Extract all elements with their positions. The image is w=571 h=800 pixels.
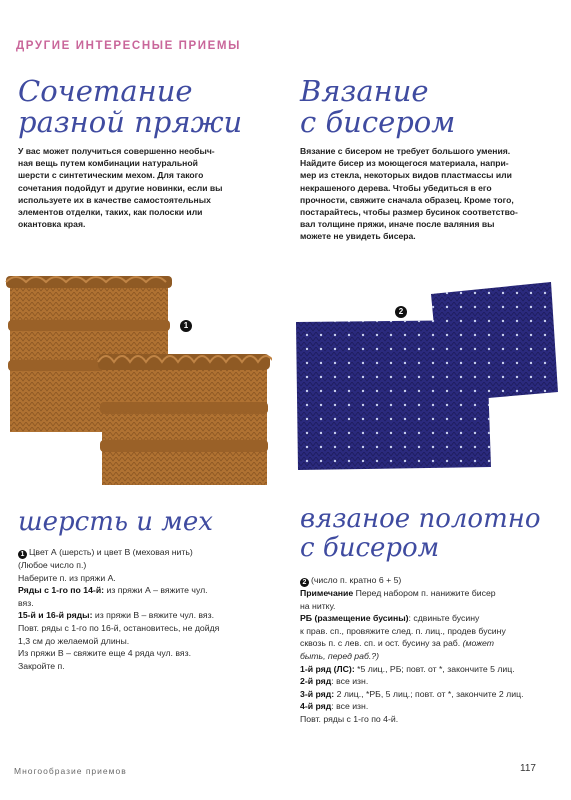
recipe2-row-label: 3-й ряд: bbox=[300, 688, 335, 699]
recipe2-line: : все изн. bbox=[331, 701, 369, 712]
recipe1-line: из пряжи А – вяжите чул. bbox=[104, 585, 208, 596]
recipe2-line: : все изн. bbox=[331, 676, 369, 687]
right-intro-line: мер из стекла, некоторых видов пластмассы или bbox=[300, 170, 512, 181]
right-title-line2: с бисером bbox=[300, 105, 456, 139]
recipe2-italic-note: (может bbox=[462, 638, 495, 649]
recipe2-line: Повт. ряды с 1-го по 4-й. bbox=[300, 713, 399, 724]
left-title bbox=[18, 76, 242, 138]
number-2-icon: 2 bbox=[300, 578, 309, 587]
swatch-badge-1: 1 bbox=[180, 320, 192, 332]
recipe2-abbr-label: РБ (размещение бусины) bbox=[300, 613, 409, 624]
recipe2-note-label: Примечание bbox=[300, 588, 354, 598]
recipe2-row-label: 1-й ряд (ЛС): bbox=[300, 663, 355, 674]
recipe1-line: Повт. ряды с 1-го по 16-й, остановитесь, не дойдя bbox=[18, 622, 220, 633]
recipe2-line: Перед набором п. нанижите бисер bbox=[353, 588, 496, 598]
recipe1-line: (Любое число п.) bbox=[18, 560, 87, 570]
recipe2-italic-note: быть, перед раб.?) bbox=[300, 650, 379, 661]
page-number: 117 bbox=[520, 763, 536, 774]
recipe1-line: Из пряжи В – свяжите еще 4 ряда чул. вяз. bbox=[18, 648, 191, 659]
right-intro-line: Вязание с бисером не требует большого умения. bbox=[300, 146, 511, 156]
recipe2-title bbox=[300, 505, 541, 563]
recipe1-row-label: Ряды с 1-го по 14-й: bbox=[18, 585, 105, 596]
right-intro-line: постарайтесь, чтобы размер бусинок соответство- bbox=[300, 207, 518, 218]
recipe1-line: Наберите п. из пряжи А. bbox=[18, 572, 116, 583]
left-intro-line: шерсти с синтетическим мехом. Для такого bbox=[18, 170, 204, 181]
right-intro-line: прочности, свяжите сначала образец. Кроме того, bbox=[300, 194, 514, 205]
right-intro-line: можете не увидеть бисера. bbox=[300, 231, 416, 242]
recipe2-line: : сдвиньте бусину bbox=[408, 613, 480, 624]
recipe2-line: на нитку. bbox=[300, 600, 336, 611]
left-intro-line: ная вещь путем комбинации натуральной bbox=[18, 158, 198, 169]
recipe2-row-label: 4-й ряд bbox=[300, 701, 332, 712]
left-intro-line: используете их в качестве самостоятельных bbox=[18, 194, 211, 205]
left-intro-line: элементов отделки, таких, как полоски или bbox=[18, 207, 203, 218]
recipe2-line: *5 лиц., РБ; повт. от *, закончите 5 лиц. bbox=[354, 663, 515, 674]
swatch-badge-2: 2 bbox=[395, 306, 407, 318]
recipe2-row-label: 2-й ряд bbox=[300, 676, 332, 687]
right-title bbox=[300, 76, 455, 138]
recipe1-line: вяз. bbox=[18, 597, 34, 608]
recipe1-line: Закройте п. bbox=[18, 660, 65, 671]
number-1-icon: 1 bbox=[18, 550, 27, 559]
right-intro-line: вал толщине пряжи, иначе после валяния вы bbox=[300, 219, 495, 230]
beaded-swatches-image bbox=[286, 272, 571, 487]
right-intro-line: некрашеного дерева. Чтобы убедиться в его bbox=[300, 182, 492, 193]
recipe2-title-line2: с бисером bbox=[300, 533, 440, 563]
footer-section-name: Многообразие приемов bbox=[14, 766, 127, 776]
recipe1-body bbox=[18, 546, 280, 672]
left-intro-line: сочетания подойдут и другие новинки, если вы bbox=[18, 182, 223, 193]
recipe1-line: 1,3 см до желаемой длины. bbox=[18, 635, 130, 646]
recipe1-row-label: 15-й и 16-й ряды: bbox=[18, 610, 93, 621]
recipe2-body bbox=[300, 574, 562, 726]
right-intro-line: Найдите бисер из моющегося материала, напри- bbox=[300, 158, 509, 169]
left-intro-line: У вас может получиться совершенно необыч- bbox=[18, 146, 215, 156]
left-intro bbox=[18, 145, 223, 230]
recipe1-title: шерсть и мех bbox=[18, 507, 213, 537]
wool-fur-swatches-image bbox=[2, 262, 272, 492]
recipe1-line: Цвет А (шерсть) и цвет В (меховая нить) bbox=[29, 547, 193, 557]
right-title-line1: Вязание bbox=[300, 74, 429, 108]
left-title-line2: разной пряжи bbox=[18, 105, 243, 139]
recipe2-line: к прав. сп., провяжите след. п. лиц., продев бусину bbox=[300, 625, 506, 636]
right-intro bbox=[300, 145, 518, 243]
recipe2-title-line1: вязаное полотно bbox=[300, 504, 541, 534]
recipe2-line: 2 лиц., *РБ, 5 лиц.; повт. от *, закончите 2 лиц. bbox=[334, 688, 524, 699]
recipe1-line: из пряжи В – вяжите чул. вяз. bbox=[92, 610, 215, 621]
section-label: ДРУГИЕ ИНТЕРЕСНЫЕ ПРИЕМЫ bbox=[16, 40, 241, 52]
recipe2-line: (число п. кратно 6 + 5) bbox=[311, 575, 402, 585]
recipe2-line: сквозь п. с лев. сп. и ост. бусину за раб. bbox=[300, 638, 463, 649]
left-title-line1: Сочетание bbox=[18, 74, 193, 108]
left-intro-line: окантовка края. bbox=[18, 219, 86, 230]
